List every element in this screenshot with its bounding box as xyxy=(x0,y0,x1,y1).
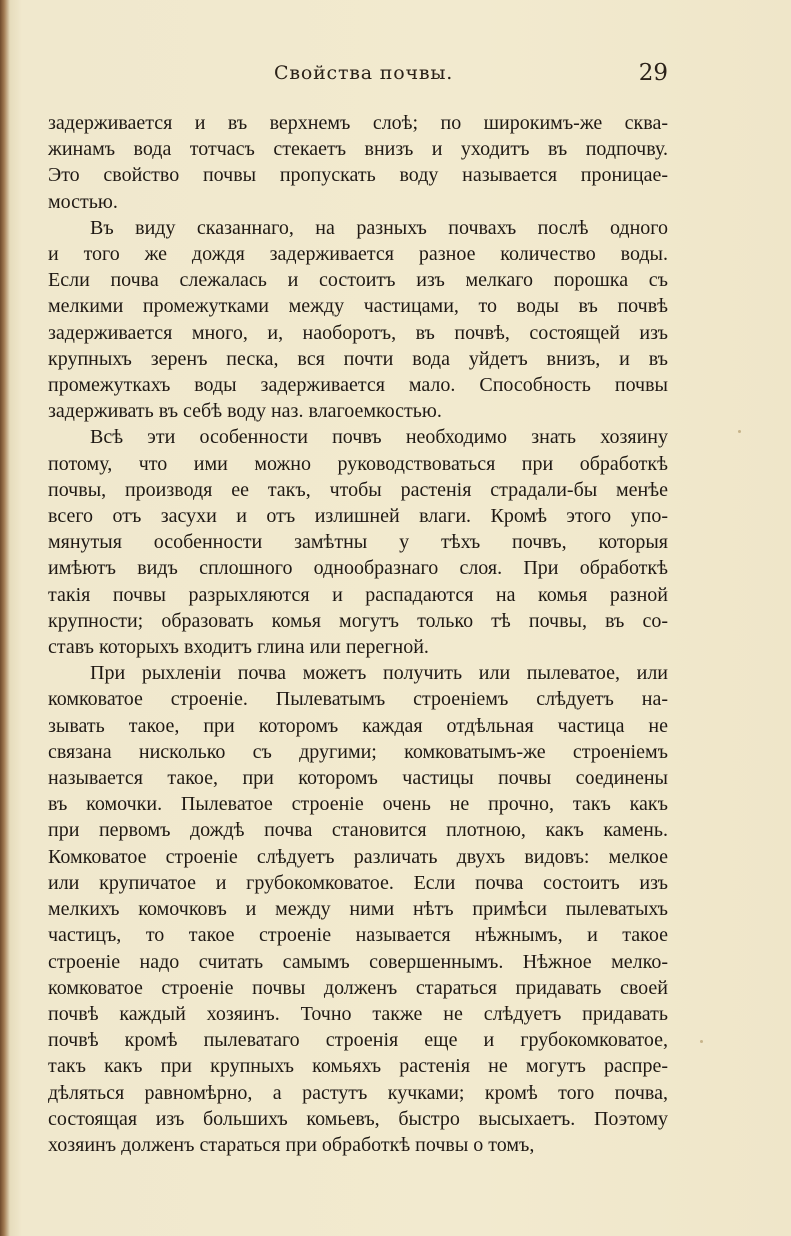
text-line: связана нисколько съ другими; комковатымъ-же строеніемъ xyxy=(48,740,668,763)
text-line: почвы, производя ее такъ, чтобы растенія страдали-бы менѣе xyxy=(48,478,668,501)
text-line: называется такое, при которомъ частицы почвы соединены xyxy=(48,767,668,790)
text-line: строеніе надо считать самымъ совершеннымъ. Нѣжное мелко- xyxy=(48,950,668,973)
text-line: Комковатое строеніе слѣдуетъ различать двухъ видовъ: мелкое xyxy=(48,845,668,868)
text-line: крупныхъ зеренъ песка, вся почти вода уйдетъ внизъ, и въ xyxy=(48,347,668,370)
text-line: частицъ, то такое строеніе называется нѣжнымъ, и такое xyxy=(48,924,668,947)
text-line: задерживается много, и, наоборотъ, въ почвѣ, состоящей изъ xyxy=(48,321,668,344)
page-header xyxy=(48,62,668,90)
text-line: дѣляться равномѣрно, а растутъ кучками; кромѣ того почва, xyxy=(48,1081,668,1104)
text-line: почвѣ кромѣ пылеватаго строенія еще и грубокомковатое, xyxy=(48,1029,668,1052)
text-line: Всѣ эти особенности почвъ необходимо знать хозяину xyxy=(90,426,668,449)
text-line: такъ какъ при крупныхъ комьяхъ растенія не могутъ распре- xyxy=(48,1055,668,1078)
text-line: такія почвы разрыхляются и распадаются на комья разной xyxy=(48,583,668,606)
page-number: 29 xyxy=(638,60,668,86)
text-line: крупности; образовать комья могутъ только тѣ почвы, въ со- xyxy=(48,609,668,632)
text-line: и того же дождя задерживается разное количество воды. xyxy=(48,243,668,266)
text-line: потому, что ими можно руководствоваться при обработкѣ xyxy=(48,452,668,475)
text-line: зывать такое, при которомъ каждая отдѣльная частица не xyxy=(48,714,668,737)
text-line: состоящая изъ большихъ комьевъ, быстро высыхаетъ. Поэтому xyxy=(48,1107,668,1130)
text-line: хозяинъ долженъ стараться при обработкѣ почвы о томъ, xyxy=(48,1133,535,1156)
text-line: всего отъ засухи и отъ излишней влаги. Кромѣ этого упо- xyxy=(48,505,668,528)
text-line: Если почва слежалась и состоитъ изъ мелкаго порошка съ xyxy=(48,269,668,292)
text-line: Въ виду сказаннаго, на разныхъ почвахъ послѣ одного xyxy=(90,216,668,239)
text-line: мелкими промежутками между частицами, то воды въ почвѣ xyxy=(48,295,668,318)
text-line: промежуткахъ воды задерживается мало. Способность почвы xyxy=(48,374,668,397)
text-line: ставъ которыхъ входитъ глина или перегной. xyxy=(48,636,429,659)
text-line: при первомъ дождѣ почва становится плотною, какъ камень. xyxy=(48,819,668,842)
paper-speck xyxy=(738,430,741,433)
text-line: имѣютъ видъ сплошного однообразнаго слоя. При обработкѣ xyxy=(48,557,668,580)
paper-speck xyxy=(700,1040,703,1043)
body-text xyxy=(48,110,668,1158)
text-line: комковатое строеніе. Пылеватымъ строеніемъ слѣдуетъ на- xyxy=(48,688,668,711)
text-line: мянутыя особенности замѣтны у тѣхъ почвъ, которыя xyxy=(48,531,668,554)
running-title: Свойства почвы. xyxy=(274,62,454,84)
text-line: въ комочки. Пылеватое строеніе очень не прочно, такъ какъ xyxy=(48,793,668,816)
text-line: При рыхленіи почва можетъ получить или пылеватое, или xyxy=(90,662,668,685)
text-line: мостью. xyxy=(48,190,118,213)
text-line: жинамъ вода тотчасъ стекаетъ внизъ и уходитъ въ подпочву. xyxy=(48,138,668,161)
text-line: почвѣ каждый хозяинъ. Точно также не слѣдуетъ придавать xyxy=(48,1002,668,1025)
text-line: комковатое строеніе почвы долженъ стараться придавать своей xyxy=(48,976,668,999)
text-line: или крупичатое и грубокомковатое. Если почва состоитъ изъ xyxy=(48,871,668,894)
text-line: задерживать въ себѣ воду наз. влагоемкостью. xyxy=(48,400,442,423)
text-line: задерживается и въ верхнемъ слоѣ; по широкимъ-же сква- xyxy=(48,112,668,134)
text-line: мелкихъ комочковъ и между ними нѣтъ примѣси пылеватыхъ xyxy=(48,898,668,921)
text-line: Это свойство почвы пропускать воду называется проницае- xyxy=(48,164,668,187)
